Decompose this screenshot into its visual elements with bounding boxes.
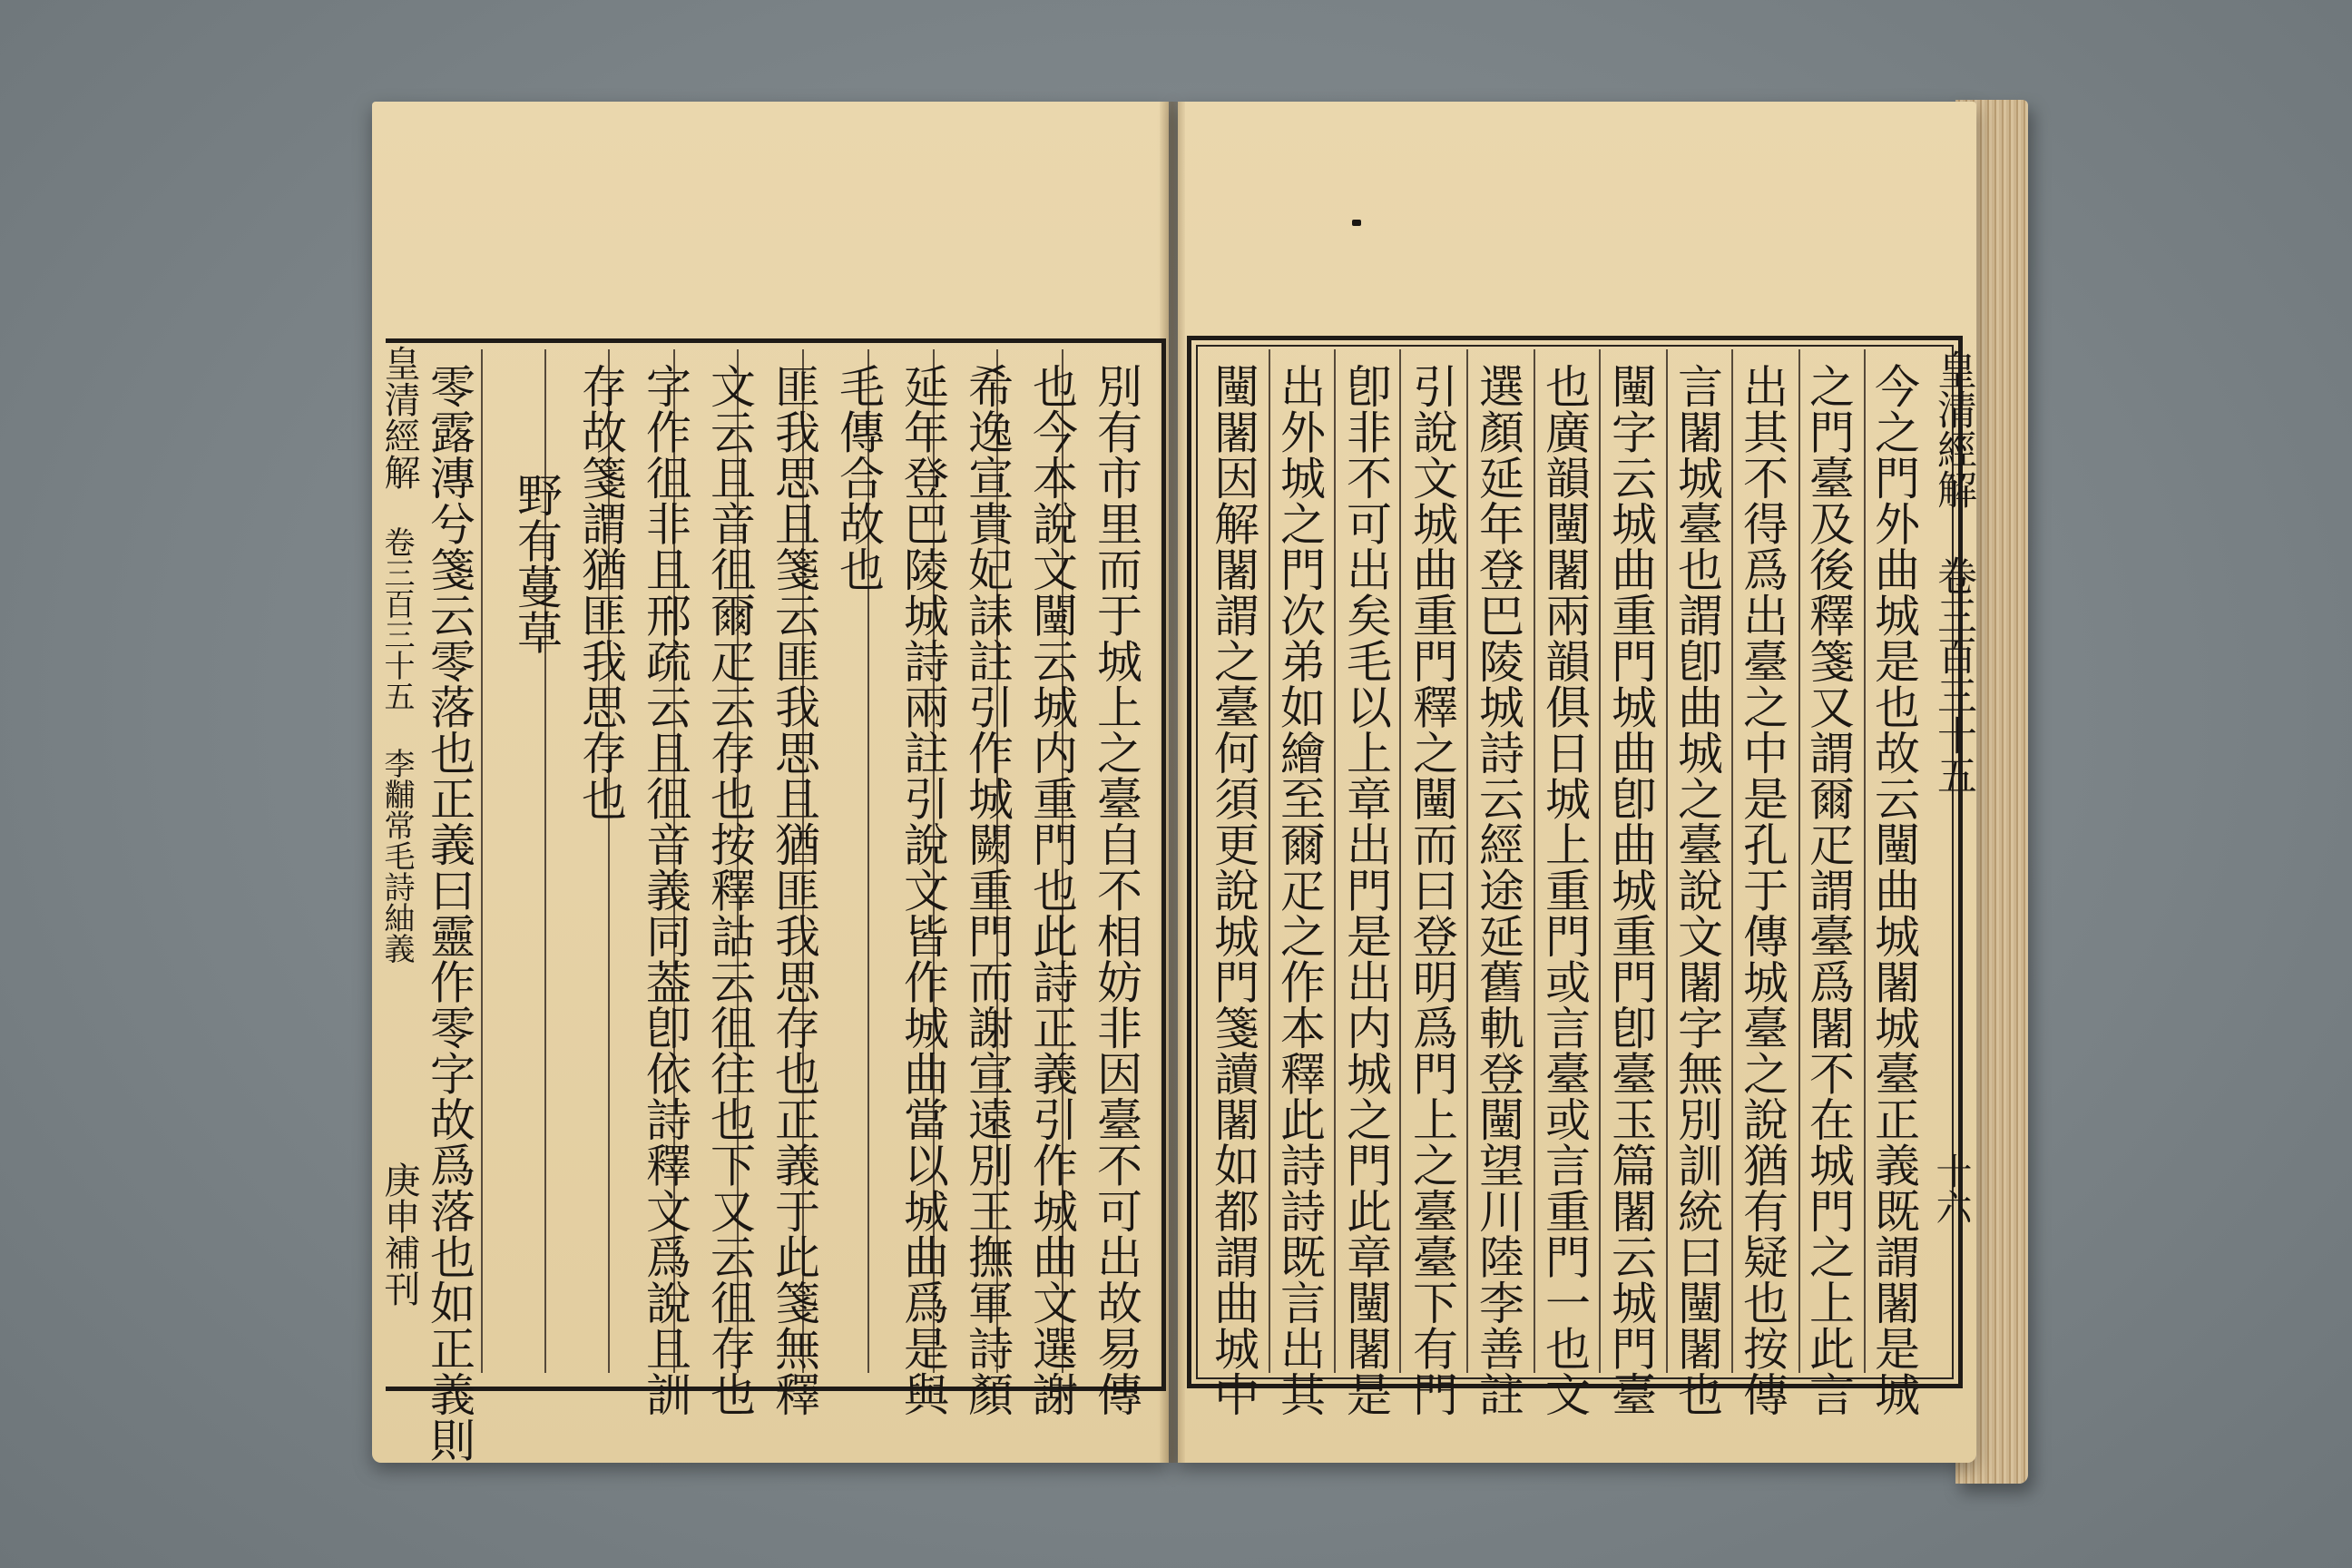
column-rule xyxy=(1731,349,1733,1373)
text-column: 選顏延年登巴陵城詩云經途延舊軌登闉望川陸李善註 xyxy=(1472,363,1524,1417)
right-margin-page-number: 十六 xyxy=(1930,1152,1972,1225)
column-rule xyxy=(1466,349,1468,1373)
text-column: 別有市里而于城上之臺自不相妨非因臺不可出故易傳 xyxy=(1090,363,1142,1417)
text-column: 之門臺及後釋箋又謂爾疋謂臺爲闍不在城門之上此言 xyxy=(1802,363,1855,1417)
left-margin-footer: 庚申補刊 xyxy=(378,1161,420,1307)
right-margin-title: 皇清經解 卷三百三十五 xyxy=(1930,349,1976,795)
column-rule xyxy=(1599,349,1601,1373)
text-column: 文云且音徂爾疋云存也按釋詁云徂往也下又云徂存也 xyxy=(703,363,756,1417)
left-margin-subtitle: 卷三百三十五 李黼常毛詩紬義 xyxy=(378,526,415,964)
text-column: 出外城之門次弟如繪至爾疋之作本釋此詩詩既言出其 xyxy=(1273,363,1326,1417)
column-rule xyxy=(481,349,483,1373)
text-column: 匪我思且箋云匪我思且猶匪我思存也正義于此箋無釋 xyxy=(768,363,820,1417)
text-column: 希逸宣貴妃誄註引作城闕重門而謝宣遠別王撫軍詩顏 xyxy=(961,363,1014,1417)
ink-speck xyxy=(1352,220,1361,226)
column-rule xyxy=(1534,349,1535,1373)
section-heading: 野有蔓草 xyxy=(510,472,563,655)
text-column: 存故箋謂猶匪我思存也 xyxy=(574,363,627,821)
text-column: 零露漙兮箋云零落也正義曰靈作零字故爲落也如正義則 xyxy=(423,363,475,1463)
text-column: 也今本說文闉云城内重門也此詩正義引作城曲文選謝 xyxy=(1025,363,1078,1417)
column-rule xyxy=(1666,349,1668,1373)
column-rule xyxy=(1864,349,1866,1373)
column-rule xyxy=(1269,349,1270,1373)
text-column: 今之門外曲城是也故云闉曲城闍城臺正義既謂闍是城 xyxy=(1867,363,1920,1417)
left-margin-title: 皇清經解 xyxy=(378,345,420,490)
text-column: 出其不得爲出臺之中是孔于傳城臺之說猶有疑也按傳 xyxy=(1736,363,1788,1417)
text-column: 闉字云城曲重門城曲卽曲城重門卽臺玉篇闍云城門臺 xyxy=(1604,363,1657,1417)
column-rule xyxy=(1334,349,1336,1373)
text-column: 也廣韻闉闍兩韻俱日城上重門或言臺或言重門一也文 xyxy=(1538,363,1591,1417)
column-rule xyxy=(1399,349,1401,1373)
text-column: 卽非不可出矣毛以上章出門是出内城之門此章闉闍是 xyxy=(1339,363,1392,1417)
text-column: 字作徂非且邢疏云且徂音義同葢卽依詩釋文爲說且訓 xyxy=(639,363,691,1417)
text-column: 毛傳合故也 xyxy=(832,363,885,593)
text-column: 引說文城曲重門釋之闉而曰登明爲門上之臺臺下有門 xyxy=(1406,363,1458,1417)
text-column: 言闍城臺也謂卽曲城之臺說文闍字無別訓統曰闉闍也 xyxy=(1671,363,1723,1417)
text-column: 闉闍因解闍謂之臺何須更說城門箋讀闍如都謂曲城中 xyxy=(1207,363,1259,1417)
column-rule xyxy=(1798,349,1800,1373)
text-column: 延年登巴陵城詩兩註引說文皆作城曲當以城曲爲是與 xyxy=(897,363,949,1417)
